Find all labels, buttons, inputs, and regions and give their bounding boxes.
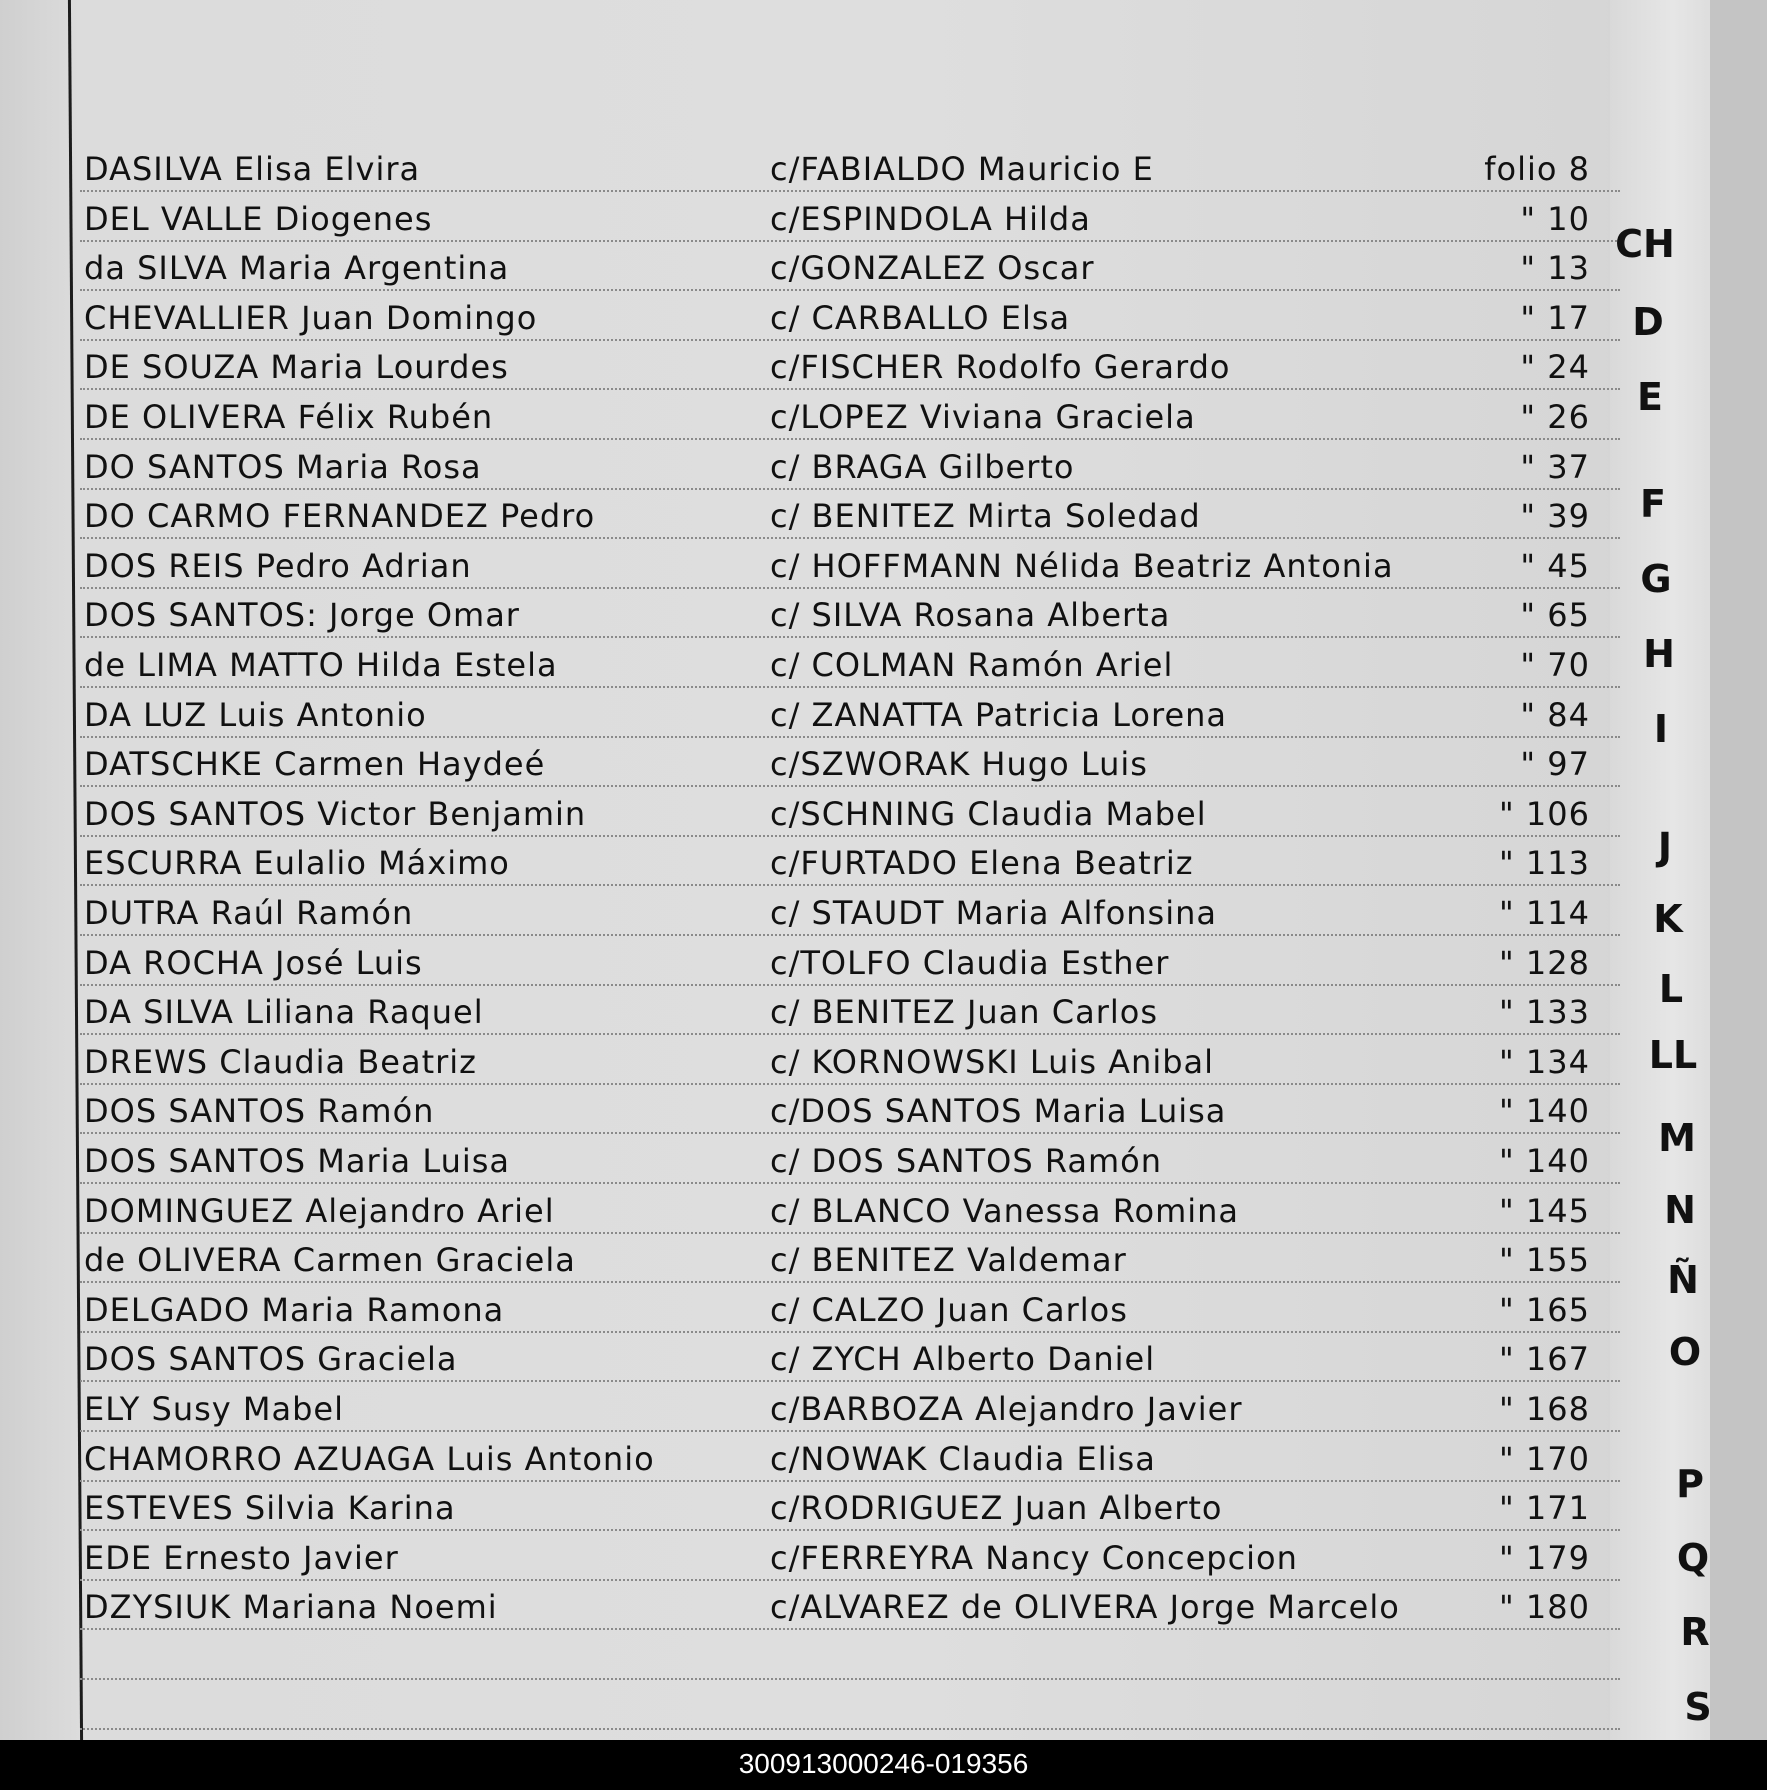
- index-letter: Ñ: [1667, 1258, 1699, 1302]
- entry-name: DREWS Claudia Beatriz: [84, 1042, 477, 1081]
- entry-folio: " 45: [1520, 546, 1590, 585]
- entry-folio: " 180: [1499, 1588, 1590, 1627]
- entry-name: DO CARMO FERNANDEZ Pedro: [84, 497, 596, 536]
- entry-name: ELY Susy Mabel: [84, 1390, 344, 1428]
- index-letter: K: [1653, 897, 1683, 941]
- index-letter: H: [1643, 632, 1675, 676]
- entry-name: DUTRA Raúl Ramón: [84, 894, 414, 932]
- entry-name: DELGADO Maria Ramona: [84, 1290, 505, 1329]
- entry-folio: " 106: [1499, 794, 1590, 833]
- entry-counterparty: c/ SILVA Rosana Alberta: [770, 596, 1171, 635]
- entry-name: DASILVA Elisa Elvira: [84, 150, 421, 188]
- entry-folio: " 17: [1520, 298, 1590, 337]
- entry-counterparty: c/ CALZO Juan Carlos: [770, 1290, 1128, 1329]
- entry-counterparty: c/ BENITEZ Valdemar: [770, 1241, 1127, 1280]
- entry-counterparty: c/BARBOZA Alejandro Javier: [770, 1390, 1243, 1428]
- entry-counterparty: c/ BRAGA Gilberto: [770, 447, 1075, 486]
- entry-counterparty: c/ BENITEZ Mirta Soledad: [770, 497, 1201, 536]
- entry-counterparty: c/FABIALDO Mauricio E: [770, 150, 1154, 188]
- entry-folio: " 134: [1499, 1042, 1590, 1081]
- entry-name: DOS SANTOS: Jorge Omar: [84, 596, 520, 635]
- entry-folio: " 65: [1520, 596, 1590, 635]
- entry-folio: " 167: [1499, 1340, 1590, 1379]
- entry-folio: " 128: [1499, 943, 1590, 982]
- entry-name: DA ROCHA José Luis: [84, 943, 423, 982]
- entry-name: DE SOUZA Maria Lourdes: [84, 348, 509, 387]
- entry-name: DO SANTOS Maria Rosa: [84, 447, 482, 486]
- entry-name: de LIMA MATTO Hilda Estela: [84, 646, 558, 684]
- entry-name: DOS SANTOS Graciela: [84, 1340, 458, 1379]
- entry-folio: " 145: [1499, 1191, 1590, 1230]
- entry-counterparty: c/SZWORAK Hugo Luis: [770, 745, 1148, 784]
- entry-counterparty: c/ESPINDOLA Hilda: [770, 199, 1091, 238]
- entry-counterparty: c/ STAUDT Maria Alfonsina: [770, 894, 1217, 932]
- document-id: 300913000246-019356: [738, 1748, 1029, 1779]
- entry-folio: " 24: [1520, 348, 1590, 387]
- index-letter: Q: [1676, 1536, 1710, 1580]
- entry-counterparty: c/ BENITEZ Juan Carlos: [770, 993, 1158, 1032]
- entry-counterparty: c/ CARBALLO Elsa: [770, 298, 1071, 337]
- index-letter: M: [1658, 1116, 1696, 1160]
- entry-name: CHAMORRO AZUAGA Luis Antonio: [84, 1439, 655, 1478]
- index-letter: G: [1640, 557, 1672, 601]
- index-letter: J: [1657, 825, 1673, 869]
- entry-name: DOMINGUEZ Alejandro Ariel: [84, 1191, 555, 1230]
- index-letter: O: [1668, 1330, 1702, 1374]
- entry-name: EDE Ernesto Javier: [84, 1538, 399, 1577]
- footer-bar: [0, 1740, 1767, 1790]
- entry-folio: " 133: [1499, 993, 1590, 1032]
- entry-folio: " 13: [1520, 249, 1590, 288]
- entry-counterparty: c/NOWAK Claudia Elisa: [770, 1439, 1156, 1478]
- entry-counterparty: c/FURTADO Elena Beatriz: [770, 844, 1194, 883]
- index-letter: F: [1640, 482, 1666, 526]
- index-letter: LL: [1648, 1033, 1698, 1077]
- entry-folio: " 113: [1499, 844, 1590, 883]
- entry-name: da SILVA Maria Argentina: [84, 249, 510, 288]
- entry-counterparty: c/DOS SANTOS Maria Luisa: [770, 1092, 1227, 1131]
- entry-folio: " 179: [1499, 1538, 1590, 1577]
- entry-counterparty: c/ ZANATTA Patricia Lorena: [770, 695, 1228, 734]
- entry-counterparty: c/ BLANCO Vanessa Romina: [770, 1191, 1240, 1230]
- index-letter: D: [1632, 300, 1664, 344]
- entry-counterparty: c/ALVAREZ de OLIVERA Jorge Marcelo: [770, 1588, 1400, 1627]
- entry-folio: " 10: [1520, 199, 1590, 238]
- entry-folio: " 114: [1499, 894, 1590, 932]
- entry-name: DEL VALLE Diogenes: [84, 199, 433, 238]
- index-letter: S: [1684, 1685, 1712, 1729]
- index-letter: E: [1637, 375, 1663, 419]
- entry-counterparty: c/GONZALEZ Oscar: [770, 249, 1095, 288]
- entry-folio: " 171: [1499, 1489, 1590, 1528]
- entry-name: DA SILVA Liliana Raquel: [84, 993, 484, 1032]
- entry-name: DOS SANTOS Maria Luisa: [84, 1142, 511, 1180]
- entry-folio: " 155: [1499, 1241, 1590, 1280]
- entry-counterparty: c/RODRIGUEZ Juan Alberto: [770, 1489, 1223, 1528]
- entry-counterparty: c/ COLMAN Ramón Ariel: [770, 646, 1174, 684]
- entry-name: DOS SANTOS Victor Benjamin: [84, 794, 587, 833]
- entry-name: DATSCHKE Carmen Haydeé: [84, 745, 546, 784]
- entry-folio: " 140: [1499, 1142, 1590, 1180]
- entry-name: de OLIVERA Carmen Graciela: [84, 1241, 576, 1280]
- index-letter: P: [1676, 1462, 1704, 1506]
- entry-folio: " 165: [1499, 1290, 1590, 1329]
- entry-folio: " 168: [1499, 1390, 1590, 1428]
- entry-counterparty: c/ KORNOWSKI Luis Anibal: [770, 1042, 1215, 1081]
- entry-folio: " 39: [1520, 497, 1590, 536]
- entry-folio: " 84: [1520, 695, 1590, 734]
- entry-name: DA LUZ Luis Antonio: [84, 695, 427, 734]
- entry-counterparty: c/FERREYRA Nancy Concepcion: [770, 1538, 1298, 1577]
- index-letter: R: [1680, 1610, 1710, 1654]
- index-letter: L: [1658, 967, 1684, 1011]
- entry-folio: " 37: [1520, 447, 1590, 486]
- entry-name: DOS SANTOS Ramón: [84, 1092, 435, 1131]
- entry-folio: " 26: [1520, 398, 1590, 436]
- entry-counterparty: c/SCHNING Claudia Mabel: [770, 794, 1207, 833]
- entry-name: ESCURRA Eulalio Máximo: [84, 844, 510, 883]
- entry-folio: " 170: [1499, 1439, 1590, 1478]
- entry-folio: folio 8: [1484, 150, 1590, 188]
- entry-counterparty: c/TOLFO Claudia Esther: [770, 943, 1170, 982]
- entry-counterparty: c/ HOFFMANN Nélida Beatriz Antonia: [770, 546, 1394, 585]
- index-letter: I: [1653, 707, 1669, 751]
- entry-name: DE OLIVERA Félix Rubén: [84, 398, 494, 436]
- entry-folio: " 97: [1520, 745, 1590, 784]
- entry-name: DOS REIS Pedro Adrian: [84, 546, 472, 585]
- entry-name: ESTEVES Silvia Karina: [84, 1489, 456, 1528]
- entry-name: CHEVALLIER Juan Domingo: [84, 298, 538, 337]
- entry-counterparty: c/FISCHER Rodolfo Gerardo: [770, 348, 1231, 387]
- index-letter: CH: [1615, 222, 1675, 266]
- entry-counterparty: c/ DOS SANTOS Ramón: [770, 1142, 1162, 1180]
- entry-folio: " 70: [1520, 646, 1590, 684]
- index-letter: N: [1664, 1188, 1696, 1232]
- entry-name: DZYSIUK Mariana Noemi: [84, 1588, 498, 1627]
- entry-counterparty: c/LOPEZ Viviana Graciela: [770, 398, 1196, 436]
- entry-folio: " 140: [1499, 1092, 1590, 1131]
- entry-counterparty: c/ ZYCH Alberto Daniel: [770, 1340, 1156, 1379]
